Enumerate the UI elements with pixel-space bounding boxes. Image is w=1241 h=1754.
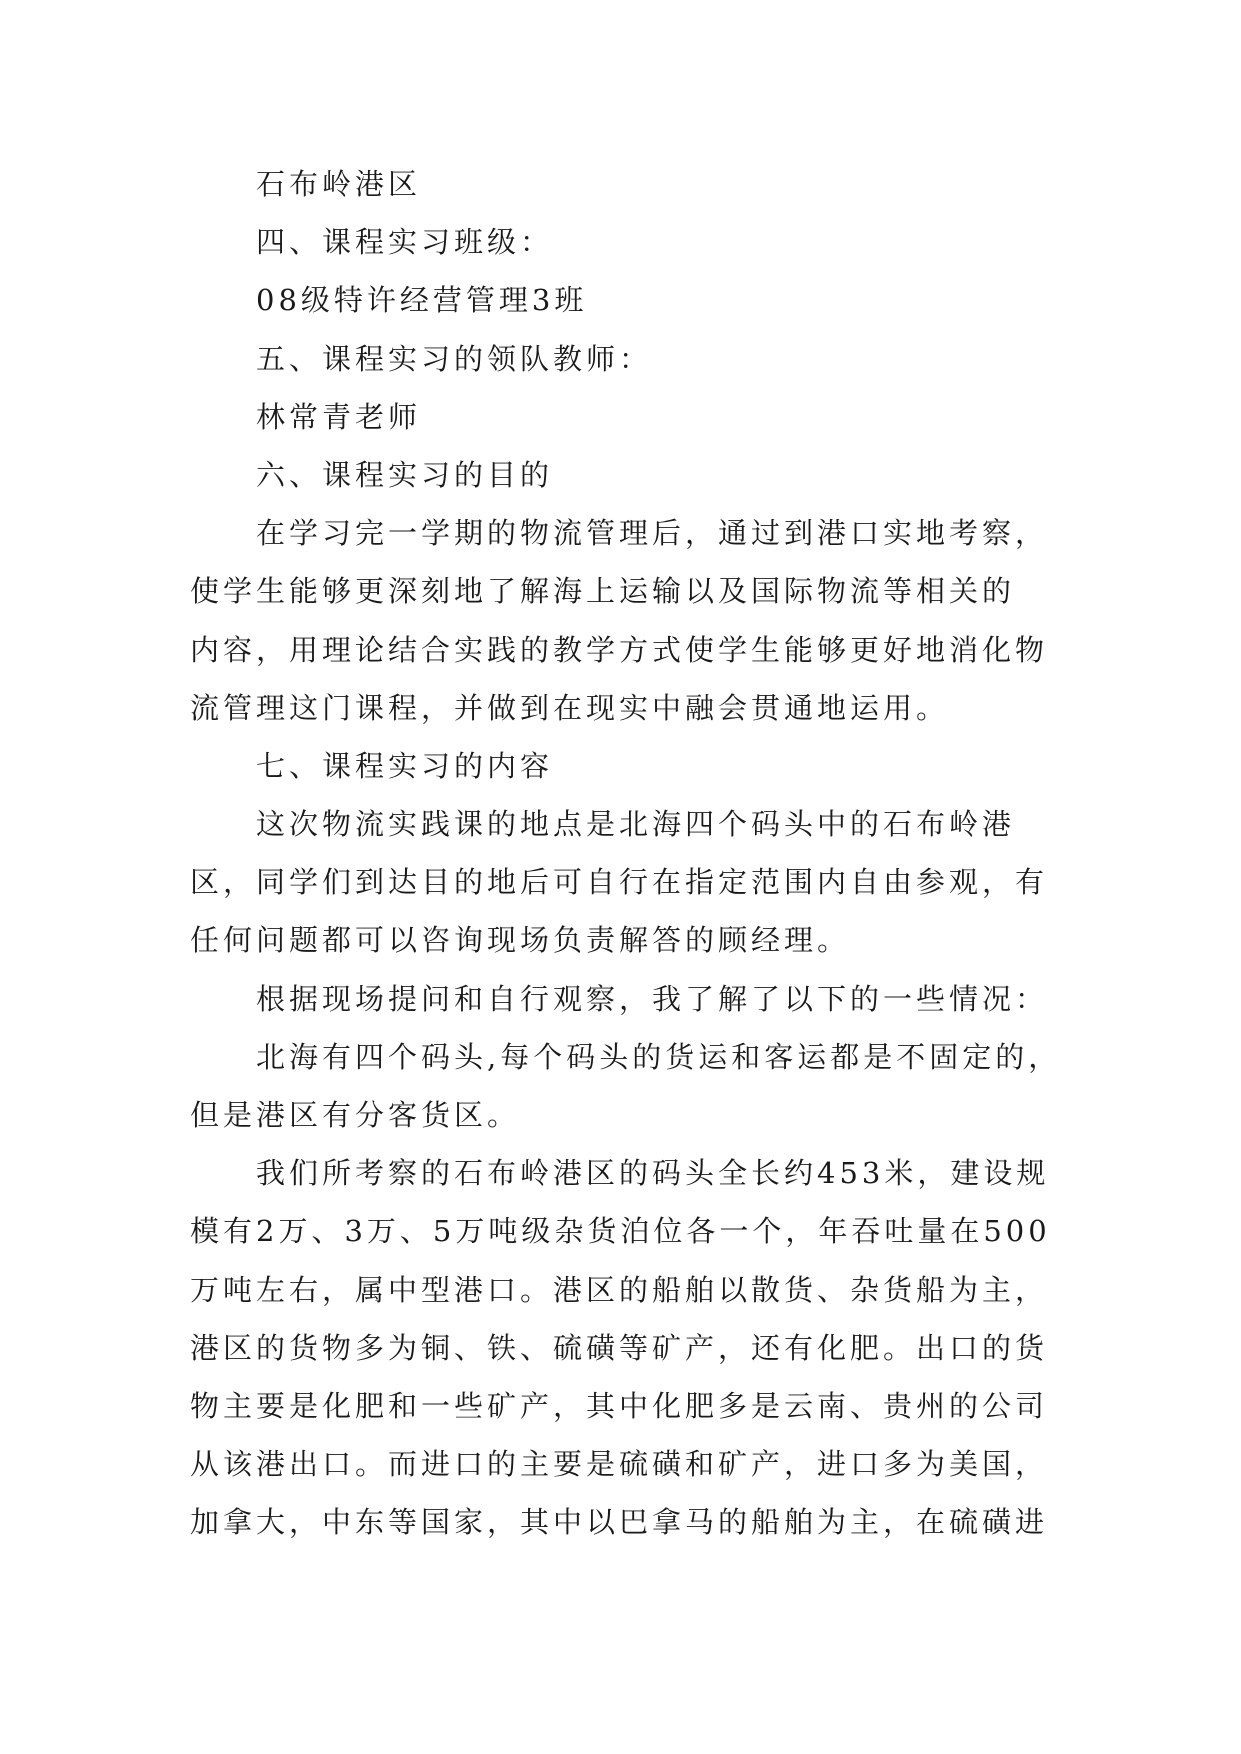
paragraph-line: 北海有四个码头,每个码头的货运和客运都是不固定的，: [256, 1039, 1062, 1074]
document-body: [190, 155, 1062, 1552]
paragraph-line: 万吨左右，属中型港口。港区的船舶以散货、杂货船为主，: [190, 1272, 1049, 1307]
paragraph-line: 模有2万、3万、5万吨级杂货泊位各一个，年吞吐量在500: [190, 1214, 1051, 1249]
paragraph-line: 流管理这门课程，并做到在现实中融会贯通地运用。: [190, 690, 950, 725]
paragraph-line: 任何问题都可以咨询现场负责解答的顾经理。: [190, 923, 851, 958]
text-line: 林常青老师: [256, 399, 422, 434]
paragraph-line: 区，同学们到达目的地后可自行在指定范围内自由参观，有: [190, 865, 1049, 900]
paragraph-line: 我们所考察的石布岭港区的码头全长约453米，建设规: [256, 1156, 1050, 1191]
section-heading: 六、课程实习的目的: [256, 457, 554, 492]
paragraph-line: 加拿大，中东等国家，其中以巴拿马的船舶为主，在硫磺进: [190, 1505, 1049, 1540]
section-heading: 七、课程实习的内容: [256, 748, 554, 783]
text-line: 08级特许经营管理3班: [256, 283, 588, 318]
paragraph-line: 这次物流实践课的地点是北海四个码头中的石布岭港: [256, 807, 1016, 842]
paragraph-line: 但是港区有分客货区。: [190, 1098, 521, 1132]
paragraph-line: 从该港出口。而进口的主要是硫磺和矿产，进口多为美国，: [190, 1447, 1049, 1482]
paragraph-line: 港区的货物多为铜、铁、硫磺等矿产，还有化肥。出口的货: [190, 1330, 1049, 1365]
paragraph-line: 使学生能够更深刻地了解海上运输以及国际物流等相关的: [190, 574, 1016, 609]
paragraph-line: 在学习完一学期的物流管理后，通过到港口实地考察，: [256, 516, 1049, 551]
text-line: 石布岭港区: [256, 167, 422, 201]
section-heading: 五、课程实习的领队教师：: [256, 341, 653, 376]
section-heading: 四、课程实习班级：: [256, 225, 554, 260]
paragraph-line: 内容，用理论结合实践的教学方式使学生能够更好地消化物: [190, 632, 1049, 667]
paragraph-line: 物主要是化肥和一些矿产，其中化肥多是云南、贵州的公司: [190, 1388, 1049, 1423]
paragraph-line: 根据现场提问和自行观察，我了解了以下的一些情况：: [256, 981, 1049, 1016]
